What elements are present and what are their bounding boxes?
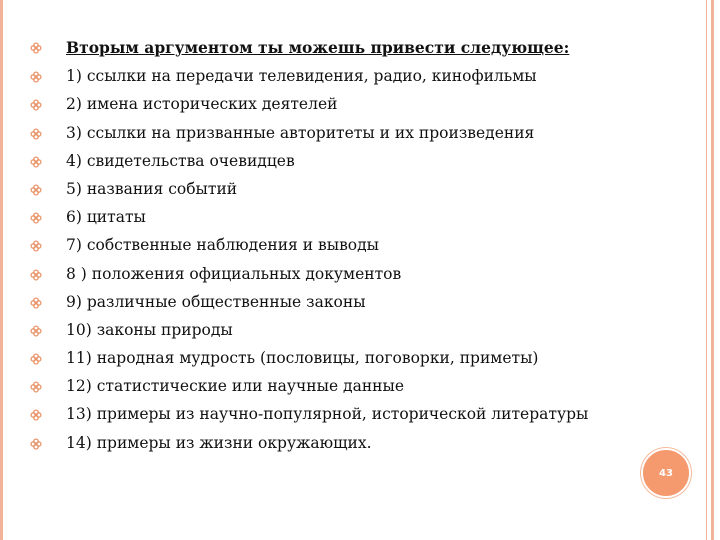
- list-item: [30, 67, 670, 86]
- list-item: [30, 180, 670, 199]
- left-border-line: [0, 0, 3, 540]
- list-item: [30, 124, 670, 143]
- flower-bullet-icon: [30, 156, 42, 168]
- flower-bullet-icon: [30, 381, 42, 393]
- list-item-text: 8 ) положения официальных документов: [66, 264, 402, 283]
- right-border-line-outer: [706, 0, 707, 540]
- list-item: [30, 434, 670, 453]
- list-item-text: 10) законы природы: [66, 320, 233, 339]
- list-item-heading: [30, 38, 670, 58]
- list-item: [30, 405, 670, 424]
- flower-bullet-icon: [30, 42, 42, 54]
- list-item: [30, 349, 670, 368]
- list-item-text: 1) ссылки на передачи телевидения, радио, кинофильмы: [66, 67, 537, 86]
- list-item: [30, 265, 670, 284]
- list-item-text: 14) примеры из жизни окружающих.: [66, 433, 372, 452]
- list-item-text: 3) ссылки на призванные авторитеты и их произведения: [66, 123, 535, 142]
- flower-bullet-icon: [30, 71, 42, 83]
- list-item-text: 6) цитаты: [66, 208, 146, 227]
- list-item: [30, 377, 670, 396]
- list-item: [30, 152, 670, 171]
- flower-bullet-icon: [30, 99, 42, 111]
- list-heading-text: Вторым аргументом ты можешь привести следующее:: [66, 38, 570, 57]
- list-item-text: 5) названия событий: [66, 179, 238, 198]
- list-item: [30, 293, 670, 312]
- flower-bullet-icon: [30, 212, 42, 224]
- list-item-text: 2) имена исторических деятелей: [66, 95, 338, 114]
- flower-bullet-icon: [30, 438, 42, 450]
- page-number-badge: [641, 448, 691, 498]
- list-item: [30, 321, 670, 340]
- list-item-text: 12) статистические или научные данные: [66, 377, 405, 396]
- list-item-text: 4) свидетельства очевидцев: [66, 151, 295, 170]
- list-item-text: 9) различные общественные законы: [66, 292, 366, 311]
- flower-bullet-icon: [30, 297, 42, 309]
- list-item-text: 11) народная мудрость (пословицы, поговорки, приметы): [66, 349, 539, 368]
- list-item: [30, 208, 670, 227]
- list-item: [30, 236, 670, 255]
- list-item-text: 13) примеры из научно-популярной, исторической литературы: [66, 405, 589, 424]
- flower-bullet-icon: [30, 184, 42, 196]
- flower-bullet-icon: [30, 325, 42, 337]
- list-item-text: 7) собственные наблюдения и выводы: [66, 236, 380, 255]
- flower-bullet-icon: [30, 409, 42, 421]
- flower-bullet-icon: [30, 240, 42, 252]
- bullet-list: [30, 38, 670, 462]
- flower-bullet-icon: [30, 128, 42, 140]
- page-number-text: 43: [659, 467, 673, 479]
- flower-bullet-icon: [30, 269, 42, 281]
- right-border-line-inner: [711, 0, 714, 540]
- flower-bullet-icon: [30, 353, 42, 365]
- list-item: [30, 95, 670, 114]
